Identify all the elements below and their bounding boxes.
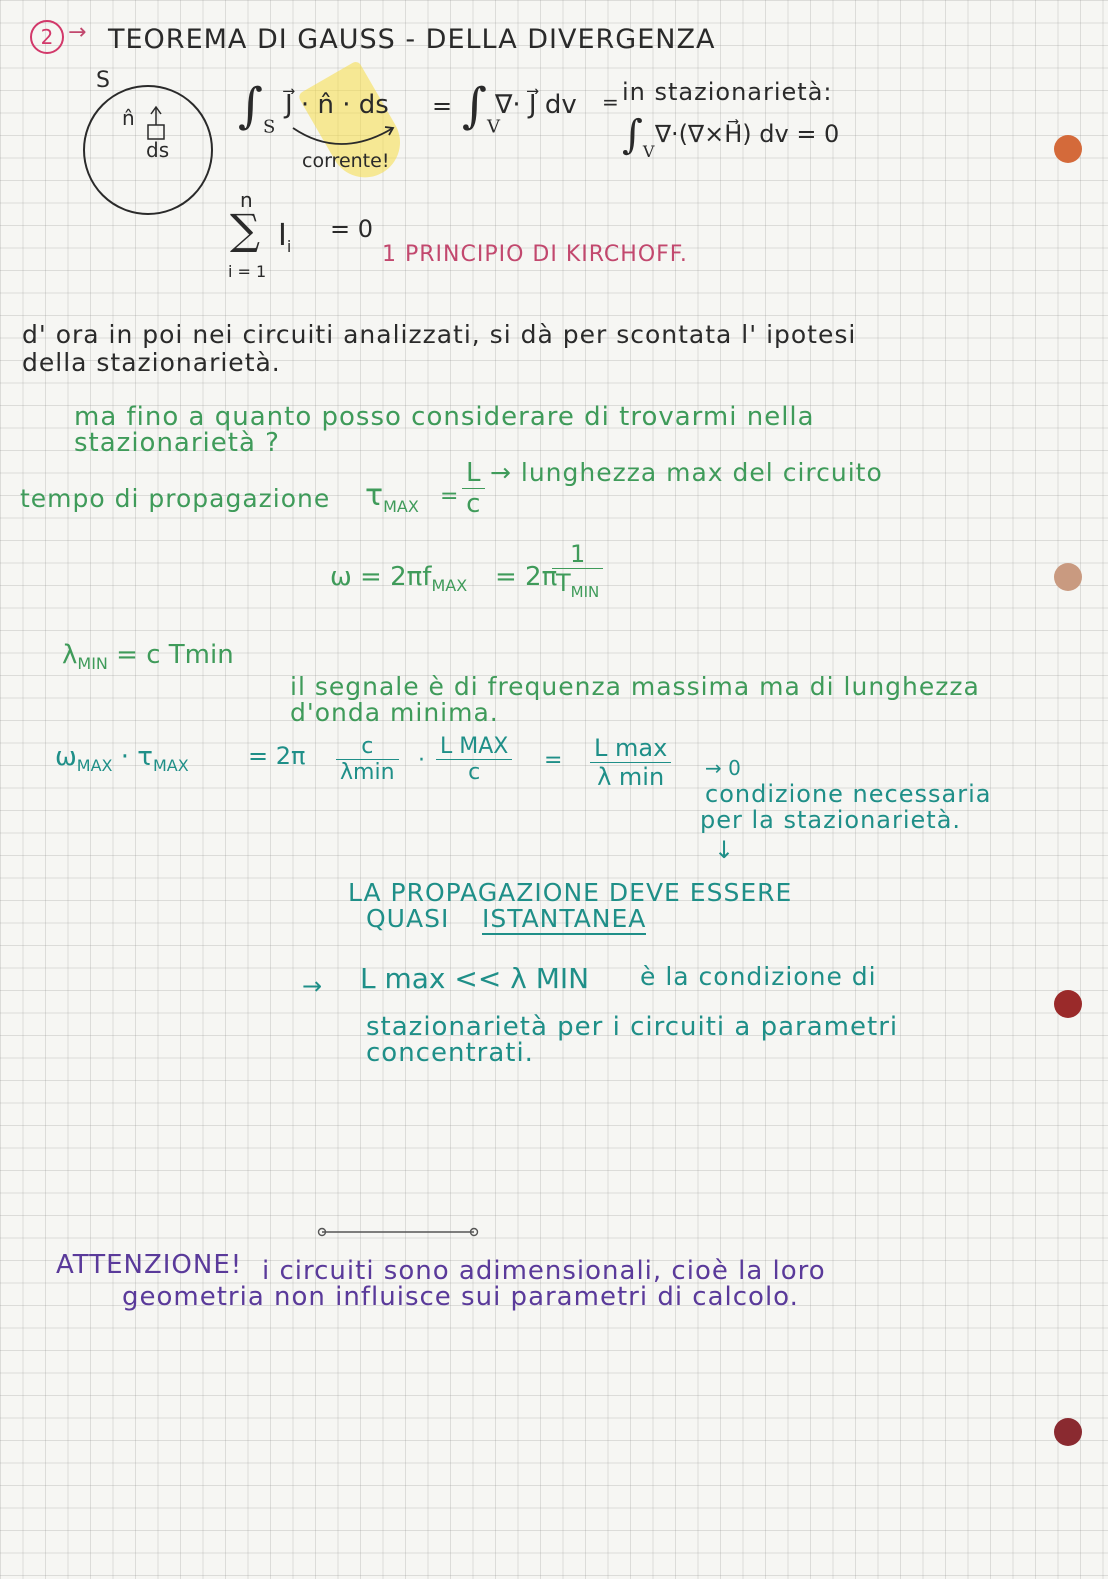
integral-sub: S	[263, 116, 276, 138]
fraction-l-lambda	[590, 734, 671, 791]
product-lhs	[55, 742, 189, 775]
tau-eq: =	[440, 484, 459, 509]
frac-numerator: 1	[552, 540, 603, 569]
omega-max-sub: MAX	[76, 756, 113, 776]
frac-numerator: c	[336, 734, 399, 760]
condition-note: per la stazionarietà.	[700, 806, 962, 834]
normal-label: n̂	[122, 106, 135, 130]
omega-fraction	[552, 540, 603, 601]
current-sub: i	[286, 237, 292, 256]
signal-note: il segnale è di frequenza massima ma di lunghezza	[290, 672, 980, 701]
frac-denominator: T	[556, 569, 571, 597]
current-symbol: I	[278, 218, 287, 253]
frac-denominator: c	[466, 489, 481, 519]
omega-max: ω	[55, 742, 77, 772]
section-number: 2	[30, 20, 64, 54]
surface-label: S	[96, 68, 110, 93]
condition-text: concentrati.	[366, 1038, 534, 1068]
binder-hole-dot	[1054, 135, 1082, 163]
length-note: → lunghezza max del circuito	[490, 458, 883, 487]
kirchhoff-zero: = 0	[330, 215, 374, 243]
tau-times: · τ	[120, 742, 153, 772]
frac-denominator: λmin	[340, 760, 395, 785]
integral-lhs	[238, 78, 275, 138]
conclusion-quasi: QUASI	[366, 904, 450, 933]
integral-sub: V	[487, 116, 501, 138]
stationary-note: in stazionarietà:	[622, 78, 833, 106]
tau-symbol: τ	[365, 478, 384, 513]
frac-numerator: L max	[590, 734, 671, 763]
frac-denominator: c	[468, 760, 481, 785]
integral-lhs-body: J⃗ · n̂ · ds	[285, 90, 389, 120]
condition-expr: L max << λ MIN	[360, 962, 590, 995]
lambda-rhs: = c Tmin	[116, 640, 234, 670]
separator-line	[314, 1226, 484, 1238]
fraction-l-c	[436, 734, 512, 785]
kirchhoff-term	[278, 218, 291, 256]
header-arrow: →	[68, 20, 87, 45]
down-arrow: ↓	[714, 836, 735, 864]
frac-den-sub: MIN	[570, 582, 600, 601]
equals-sign: =	[602, 90, 619, 114]
attention-line: i circuiti sono adimensionali, cioè la loro	[262, 1256, 826, 1286]
attention-label: ATTENZIONE!	[56, 1250, 243, 1280]
paragraph-line: d' ora in poi nei circuiti analizzati, si dà per scontata l' ipotesi	[22, 320, 857, 349]
frac-denominator: λ min	[597, 763, 665, 791]
lambda-formula	[62, 640, 234, 673]
sum-top: n	[240, 188, 253, 212]
arrow-to-zero: → 0	[705, 756, 741, 780]
equals-sign: =	[432, 92, 453, 120]
tau-fraction	[462, 458, 485, 519]
lambda-sub: MIN	[77, 654, 108, 674]
propagation-label: tempo di propagazione	[20, 484, 331, 513]
omega-formula	[330, 562, 467, 595]
omega-lhs: ω = 2πf	[330, 562, 432, 592]
binder-hole-dot	[1054, 990, 1082, 1018]
frac-numerator: L	[462, 458, 485, 489]
sum-symbol: ∑	[230, 205, 260, 254]
question-line: stazionarietà ?	[74, 428, 280, 458]
binder-hole-dot	[1054, 1418, 1082, 1446]
integral-sign: ∫	[462, 78, 488, 134]
kirchhoff-label: 1 PRINCIPIO DI KIRCHOFF.	[382, 242, 688, 267]
product-eq2: =	[544, 748, 563, 773]
attention-line: geometria non influisce sui parametri di calcolo.	[122, 1282, 799, 1312]
page-title: TEOREMA DI GAUSS - DELLA DIVERGENZA	[108, 24, 716, 55]
frac-numerator: L MAX	[436, 734, 512, 760]
stationary-formula	[622, 112, 654, 161]
tau-max	[365, 478, 419, 516]
condition-arrow: →	[302, 972, 323, 1000]
tau-sub: MAX	[383, 497, 419, 516]
stationary-body: ∇·(∇×H⃗) dv = 0	[655, 120, 840, 148]
integral-sign: ∫	[238, 78, 264, 134]
conclusion-istantanea: ISTANTANEA	[482, 904, 647, 933]
fraction-c-lambda	[336, 734, 399, 785]
corrente-label: corrente!	[302, 150, 390, 172]
conclusion-line: LA PROPAGAZIONE DEVE ESSERE	[348, 878, 793, 907]
integral-rhs-body: ∇· J⃗ dv	[495, 90, 577, 120]
omega-eq: = 2π	[495, 562, 558, 592]
question-line: ma fino a quanto posso considerare di trovarmi nella	[74, 402, 815, 432]
ds-label: ds	[146, 138, 170, 162]
paragraph-line: della stazionarietà.	[22, 348, 281, 377]
tau-max-sub: MAX	[152, 756, 189, 776]
condition-note: condizione necessaria	[705, 780, 992, 808]
sum-bottom: i = 1	[228, 262, 267, 281]
binder-hole-dot	[1054, 563, 1082, 591]
product-eq: = 2π	[248, 742, 306, 770]
condition-text: stazionarietà per i circuiti a parametri	[366, 1012, 899, 1042]
condition-text: è la condizione di	[640, 962, 877, 991]
integral-sign: ∫	[622, 112, 643, 158]
integral-sub: V	[642, 142, 655, 161]
lambda-lhs: λ	[62, 640, 78, 670]
omega-sub: MAX	[431, 576, 468, 596]
signal-note: d'onda minima.	[290, 698, 499, 727]
product-dot: ·	[418, 748, 425, 773]
